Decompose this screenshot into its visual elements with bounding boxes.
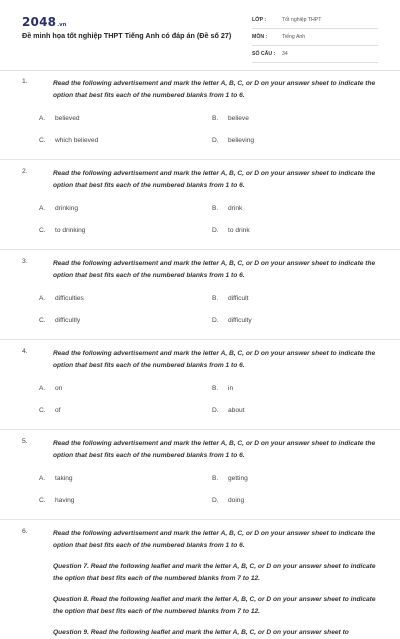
option-a[interactable] bbox=[39, 205, 78, 212]
option-text: drinking bbox=[55, 205, 79, 212]
option-text: believing bbox=[228, 137, 255, 144]
option-letter: B. bbox=[212, 295, 219, 302]
option-b[interactable] bbox=[212, 295, 248, 302]
meta-value: Tiếng Anh bbox=[282, 34, 306, 40]
answer-options bbox=[22, 295, 378, 339]
option-c[interactable] bbox=[39, 407, 61, 414]
logo-text: 2048 bbox=[22, 15, 57, 29]
option-letter: C. bbox=[39, 227, 46, 234]
option-a[interactable] bbox=[39, 475, 73, 482]
question-number: 5. bbox=[22, 438, 28, 445]
meta-panel bbox=[252, 14, 378, 65]
answer-options bbox=[22, 115, 378, 159]
option-text: about bbox=[228, 407, 245, 414]
meta-value: 34 bbox=[282, 51, 288, 57]
option-letter: C. bbox=[39, 317, 46, 324]
option-letter: D. bbox=[212, 407, 219, 414]
option-a[interactable] bbox=[39, 115, 80, 122]
question-header bbox=[22, 168, 378, 191]
option-b[interactable] bbox=[212, 205, 242, 212]
option-a[interactable] bbox=[39, 295, 84, 302]
option-d[interactable] bbox=[212, 137, 254, 144]
question-header bbox=[22, 258, 378, 281]
answer-options bbox=[22, 475, 378, 519]
option-d[interactable] bbox=[212, 497, 244, 504]
question-list bbox=[0, 78, 400, 639]
question-text: Read the following advertisement and mark the letter A, B, C, or D on your answer sheet to indicate the option that best fits each of the numbered blanks from 1 to 6. bbox=[53, 260, 376, 279]
option-letter: C. bbox=[39, 407, 46, 414]
question-header bbox=[22, 348, 378, 371]
question-header bbox=[22, 78, 378, 101]
option-letter: B. bbox=[212, 115, 219, 122]
question-divider bbox=[0, 339, 400, 340]
option-letter: A. bbox=[39, 115, 46, 122]
option-c[interactable] bbox=[39, 137, 98, 144]
option-text: to drink bbox=[228, 227, 250, 234]
question-text: Read the following advertisement and mark the letter A, B, C, or D on your answer sheet to indicate the option that best fits each of the numbered blanks from 1 to 6. bbox=[53, 530, 376, 549]
question-divider bbox=[0, 159, 400, 160]
question-header bbox=[22, 438, 378, 461]
option-text: doing bbox=[228, 497, 245, 504]
option-text: drink bbox=[228, 205, 243, 212]
question-number: 2. bbox=[22, 168, 28, 175]
option-letter: D. bbox=[212, 227, 219, 234]
answer-options bbox=[22, 385, 378, 429]
header-divider bbox=[0, 70, 400, 71]
site-logo[interactable] bbox=[22, 15, 67, 29]
option-c[interactable] bbox=[39, 317, 80, 324]
option-text: difficulties bbox=[55, 295, 84, 302]
option-c[interactable] bbox=[39, 227, 85, 234]
meta-row-class bbox=[252, 14, 378, 29]
option-text: getting bbox=[228, 475, 248, 482]
option-text: which believed bbox=[55, 137, 99, 144]
option-letter: A. bbox=[39, 385, 46, 392]
option-text: on bbox=[55, 385, 63, 392]
option-letter: A. bbox=[39, 205, 46, 212]
document-title: Đề minh họa tốt nghiệp THPT Tiếng Anh có đáp án (Đề số 27) bbox=[22, 31, 232, 40]
answer-options bbox=[22, 205, 378, 249]
question-subtext: Question 8. Read the following leaflet and mark the letter A, B, C, or D on your answer sheet to indicate the option that best fits each of the numbered blanks from 7 to 12. bbox=[53, 596, 376, 615]
question-item bbox=[0, 348, 400, 429]
question-item bbox=[0, 78, 400, 159]
question-text: Read the following advertisement and mark the letter A, B, C, or D on your answer sheet to indicate the option that best fits each of the numbered blanks from 1 to 6. bbox=[53, 440, 376, 459]
option-d[interactable] bbox=[212, 317, 252, 324]
document-header bbox=[0, 0, 400, 66]
option-text: believe bbox=[228, 115, 249, 122]
option-letter: A. bbox=[39, 295, 46, 302]
meta-label: SỐ CÂU : bbox=[252, 51, 276, 57]
option-b[interactable] bbox=[212, 115, 249, 122]
option-letter: A. bbox=[39, 475, 46, 482]
meta-row-count bbox=[252, 48, 378, 63]
meta-value: Tốt nghiệp THPT bbox=[282, 17, 322, 23]
option-letter: C. bbox=[39, 497, 46, 504]
option-b[interactable] bbox=[212, 385, 233, 392]
option-letter: C. bbox=[39, 137, 46, 144]
option-text: having bbox=[55, 497, 75, 504]
question-item bbox=[0, 258, 400, 339]
option-text: in bbox=[228, 385, 234, 392]
question-subtext: Question 7. Read the following leaflet and mark the letter A, B, C, or D on your answer sheet to indicate the option that best fits each of the numbered blanks from 7 to 12. bbox=[53, 563, 376, 582]
option-d[interactable] bbox=[212, 407, 245, 414]
option-text: of bbox=[55, 407, 61, 414]
option-text: believed bbox=[55, 115, 80, 122]
question-item bbox=[0, 168, 400, 249]
option-text: difficult bbox=[228, 295, 249, 302]
option-a[interactable] bbox=[39, 385, 62, 392]
question-item bbox=[0, 528, 400, 639]
option-c[interactable] bbox=[39, 497, 74, 504]
question-header bbox=[22, 528, 378, 639]
option-letter: D. bbox=[212, 317, 219, 324]
question-number: 4. bbox=[22, 348, 28, 355]
option-letter: D. bbox=[212, 497, 219, 504]
question-text: Read the following advertisement and mark the letter A, B, C, or D on your answer sheet to indicate the option that best fits each of the numbered blanks from 1 to 6. bbox=[53, 350, 376, 369]
option-d[interactable] bbox=[212, 227, 250, 234]
question-divider bbox=[0, 249, 400, 250]
question-number: 6. bbox=[22, 528, 28, 535]
option-b[interactable] bbox=[212, 475, 248, 482]
meta-label: MÔN : bbox=[252, 34, 268, 40]
question-item bbox=[0, 438, 400, 519]
question-number: 3. bbox=[22, 258, 28, 265]
logo-domain: .vn bbox=[57, 22, 67, 28]
option-letter: B. bbox=[212, 385, 219, 392]
option-letter: B. bbox=[212, 475, 219, 482]
option-text: difficultly bbox=[55, 317, 81, 324]
question-text: Read the following advertisement and mark the letter A, B, C, or D on your answer sheet to indicate the option that best fits each of the numbered blanks from 1 to 6. bbox=[53, 170, 376, 189]
meta-label: LỚP : bbox=[252, 17, 267, 23]
question-divider bbox=[0, 429, 400, 430]
option-letter: B. bbox=[212, 205, 219, 212]
question-text: Read the following advertisement and mark the letter A, B, C, or D on your answer sheet to indicate the option that best fits each of the numbered blanks from 1 to 6. bbox=[53, 80, 376, 99]
option-text: difficulty bbox=[228, 317, 252, 324]
option-text: to drinking bbox=[55, 227, 86, 234]
question-subtext: Question 9. Read the following leaflet and mark the letter A, B, C, or D on your answer sheet to bbox=[53, 629, 349, 636]
option-letter: D. bbox=[212, 137, 219, 144]
meta-row-subject bbox=[252, 31, 378, 46]
question-divider bbox=[0, 519, 400, 520]
option-text: taking bbox=[55, 475, 73, 482]
question-number: 1. bbox=[22, 78, 28, 85]
